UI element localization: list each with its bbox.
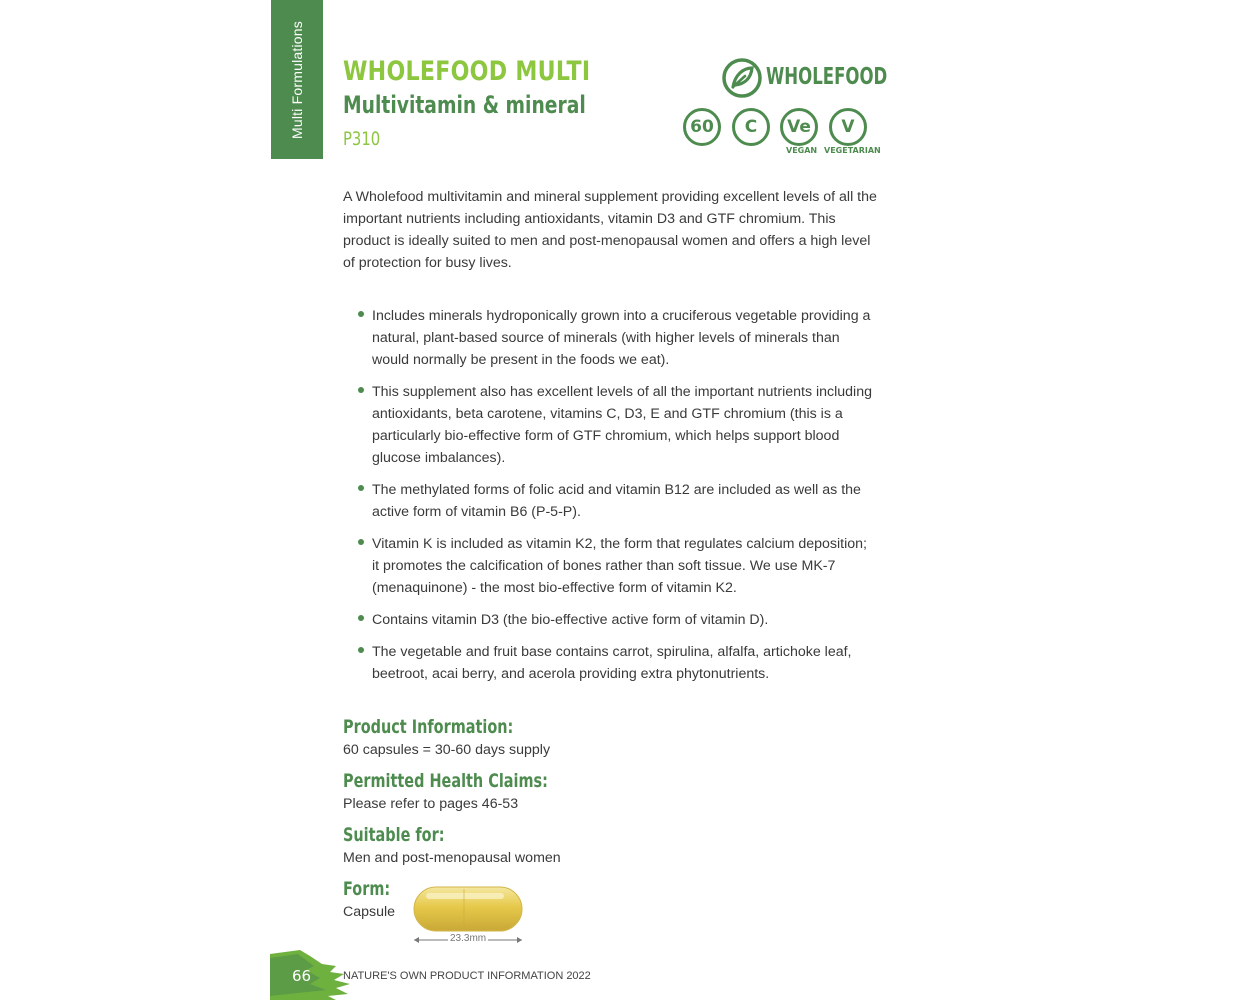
- badge-vegetarian: V: [829, 108, 867, 146]
- form-value: Capsule: [343, 904, 396, 920]
- badge-vegan: Ve: [780, 108, 818, 146]
- capsule-image: [412, 885, 524, 933]
- vegetarian-caption: VEGETARIAN: [824, 146, 881, 155]
- section-side-tab: [271, 0, 323, 159]
- list-item: The vegetable and fruit base contains carrot, spirulina, alfalfa, artichoke leaf, beetroot, acai berry, and acerola providing extra phytonutrients.: [357, 641, 877, 685]
- list-item: This supplement also has excellent levels of all the important nutrients including antioxidants, beta carotene, vitamins C, D3, E and GTF chromium (this is a particularly bio-effective form of GTF chromium, which helps support blood glucose imbalances).: [357, 381, 877, 469]
- page-number: 66: [292, 967, 312, 985]
- product-title: WHOLEFOOD MULTI: [343, 56, 591, 87]
- capsule-measurement: 23.3mm: [450, 933, 487, 944]
- list-item: The methylated forms of folic acid and vitamin B12 are included as well as the active form of vitamin B6 (P-5-P).: [357, 479, 877, 523]
- suitable-for-value: Men and post-menopausal women: [343, 850, 561, 866]
- wholefood-label: WHOLEFOOD: [766, 64, 888, 90]
- footer-text: NATURE'S OWN PRODUCT INFORMATION 2022: [343, 970, 591, 982]
- wholefood-leaf-icon: [721, 57, 763, 99]
- list-item: Includes minerals hydroponically grown into a cruciferous vegetable providing a natural, plant-based source of minerals (with higher levels of minerals than would normally be present in the foods we eat).: [357, 305, 877, 371]
- badge-60-capsules: 60: [683, 108, 721, 146]
- product-subtitle: Multivitamin & mineral: [343, 91, 586, 119]
- list-item: Contains vitamin D3 (the bio-effective active form of vitamin D).: [357, 609, 877, 631]
- product-info-value: 60 capsules = 30-60 days supply: [343, 742, 551, 758]
- vegan-caption: VEGAN: [786, 146, 818, 155]
- suitable-for-heading: Suitable for:: [343, 824, 445, 846]
- product-info-heading: Product Information:: [343, 716, 514, 738]
- health-claims-heading: Permitted Health Claims:: [343, 770, 548, 792]
- health-claims-value: Please refer to pages 46-53: [343, 796, 519, 812]
- benefits-list: [357, 305, 877, 695]
- intro-paragraph: A Wholefood multivitamin and mineral supplement providing excellent levels of all the important nutrients including antioxidants, vitamin D3 and GTF chromium. This product is ideally suited to men and post-menopausal women and offers a high level of protection for busy lives.: [343, 189, 877, 271]
- list-item: Vitamin K is included as vitamin K2, the form that regulates calcium deposition; it promotes the calcification of bones rather than soft tissue. We use MK-7 (menaquinone) - the most bio-effective form of vitamin K2.: [357, 533, 877, 599]
- badge-c: C: [732, 108, 770, 146]
- section-tab-label: Multi Formulations: [289, 21, 305, 139]
- form-heading: Form:: [343, 878, 391, 900]
- product-code: P310: [343, 128, 381, 150]
